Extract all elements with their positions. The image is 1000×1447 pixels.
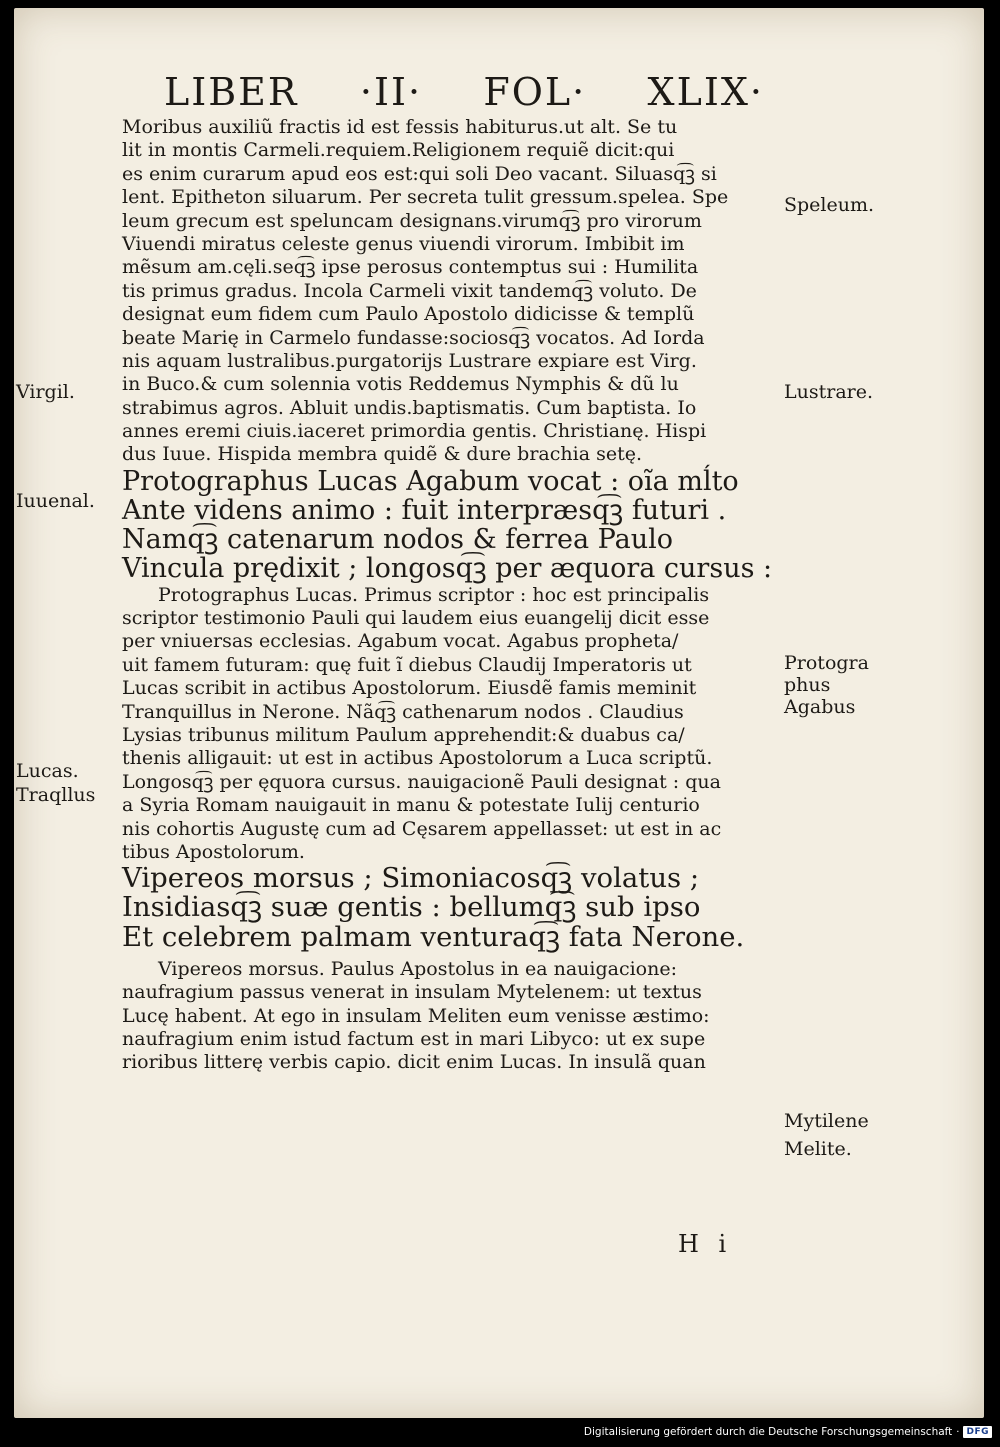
verse-line: Namq͡ꝫ catenarum nodos & ferrea Paulo (122, 524, 674, 556)
main-text-block (122, 116, 784, 1075)
text-line: leum grecum est speluncam designans.virumq͡ꝫ pro virorum (122, 209, 702, 232)
margin-note-lustrare: Lustrare. (784, 381, 874, 403)
margin-note-mytilene: Mytilene (784, 1110, 869, 1132)
margin-note-virgil: Virgil. (16, 381, 75, 403)
commentary-line: a Syria Romam nauigauit in manu & potestate Iulij centurio (122, 794, 700, 817)
text-line: in Buco.& cum solennia votis Reddemus Nymphis & dũ lu (122, 373, 679, 396)
text-line: designat eum fidem cum Paulo Apostolo didicisse & templũ (122, 303, 695, 326)
commentary-line: rioribus litterę verbis capio. dicit enim Lucas. In insulã quan (122, 1051, 706, 1074)
commentary-line: naufragium enim istud factum est in mari Libyco: ut ex supe (122, 1028, 706, 1051)
commentary-line: Lysias tribunus militum Paulum apprehendit:& duabus ca/ (122, 723, 685, 746)
commentary-line: thenis alligauit: ut est in actibus Apostolorum a Luca scriptũ. (122, 747, 713, 770)
verse-line: Protographus Lucas Agabum vocat : oĩa mĺto (122, 465, 739, 497)
running-head-liber: LIBER (164, 70, 299, 114)
commentary-line: Protographus Lucas. Primus scriptor : hoc est principalis (158, 583, 710, 606)
text-line: strabimus agros. Abluit undis.baptismatis. Cum baptista. Io (122, 396, 697, 419)
digitization-credit (584, 1426, 992, 1438)
running-head-fol: FOL· (483, 70, 587, 114)
verse-line: Vincula prędixit ; longosq͡ꝫ per æquora cursus : (122, 553, 773, 585)
margin-note-line: phus (784, 674, 831, 696)
text-line: Viuendi miratus celeste genus viuendi virorum. Imbibit im (122, 232, 685, 255)
commentary-line: Vipereos morsus. Paulus Apostolus in ea nauigacione: (158, 957, 678, 980)
signature-mark: H i (678, 1230, 733, 1258)
running-head (164, 70, 764, 114)
commentary-line: Lucas scribit in actibus Apostolorum. Eiusdẽ famis meminit (122, 677, 697, 700)
text-line: nis aquam lustralibus.purgatorijs Lustrare expiare est Virg. (122, 349, 697, 372)
margin-note-speleum: Speleum. (784, 194, 875, 216)
commentary-line: nis cohortis Augustę cum ad Cęsarem appellasset: ut est in ac (122, 817, 722, 840)
commentary-line: naufragium passus venerat in insulam Mytelenem: ut textus (122, 981, 702, 1004)
text-line: lit in montis Carmeli.requiem.Religionem requiẽ dicit:qui (122, 139, 675, 162)
margin-note-lucas: Lucas. (16, 760, 79, 782)
margin-note-protographus (784, 652, 869, 718)
margin-note-line: Protogra (784, 652, 869, 674)
verse-line: Ante videns animo : fuit interpræsq͡ꝫ futuri . (122, 495, 727, 527)
running-head-folio-number: XLIX· (647, 70, 764, 114)
running-head-book-number: ·II· (359, 70, 423, 114)
margin-note-melite: Melite. (784, 1138, 852, 1160)
verse-line: Vipereos morsus ; Simoniacosq͡ꝫ volatus ; (122, 862, 700, 895)
commentary-line: uit famem futuram: quę fuit ĩ diebus Claudij Imperatoris ut (122, 653, 692, 676)
credit-separator: · (956, 1426, 960, 1438)
commentary-line: tibus Apostolorum. (122, 840, 305, 863)
text-line: es enim curarum apud eos est:qui soli Deo vacant. Siluasq͡ꝫ si (122, 162, 717, 185)
dfg-logo-icon: DFG (963, 1426, 992, 1438)
text-line: tis primus gradus. Incola Carmeli vixit tandemq͡ꝫ voluto. De (122, 279, 697, 302)
margin-note-iuuenal: Iuuenal. (16, 490, 95, 512)
scanned-page (14, 8, 984, 1418)
commentary-line: per vniuersas ecclesias. Agabum vocat. Agabus propheta/ (122, 630, 679, 653)
commentary-line: scriptor testimonio Pauli qui laudem eius euangelij dicit esse (122, 607, 710, 629)
margin-note-line: Agabus (784, 696, 856, 718)
text-line: mẽsum am.cęli.seq͡ꝫ ipse perosus contemptus sui : Humilita (122, 256, 699, 279)
text-line: annes eremi ciuis.iaceret primordia gentis. Christianę. Hispi (122, 420, 707, 443)
commentary-line: Longosq͡ꝫ per ęquora cursus. nauigacionẽ Pauli designat : qua (122, 770, 721, 793)
verse-line: Insidiasq͡ꝫ suæ gentis : bellumq͡ꝫ sub ipso (122, 891, 701, 924)
margin-note-tranquillus: Traqllus (16, 784, 96, 806)
commentary-line: Tranquillus in Nerone. Nãq͡ꝫ cathenarum nodos . Claudius (122, 700, 684, 723)
text-line: dus Iuue. Hispida membra quidẽ & dure brachia setę. (122, 443, 642, 466)
text-line: lent. Epitheton siluarum. Per secreta tulit gressum.spelea. Spe (122, 186, 729, 209)
text-line: Moribus auxiliũ fractis id est fessis habiturus.ut alt. Se tu (122, 116, 678, 138)
text-line: beate Marię in Carmelo fundasse:sociosq͡ꝫ vocatos. Ad Iorda (122, 326, 705, 349)
commentary-line: Lucę habent. At ego in insulam Meliten eum venisse æstimo: (122, 1004, 710, 1027)
verse-line: Et celebrem palmam venturaq͡ꝫ fata Nerone. (122, 920, 745, 953)
credit-text: Digitalisierung gefördert durch die Deutsche Forschungsgemeinschaft (583, 1426, 953, 1438)
